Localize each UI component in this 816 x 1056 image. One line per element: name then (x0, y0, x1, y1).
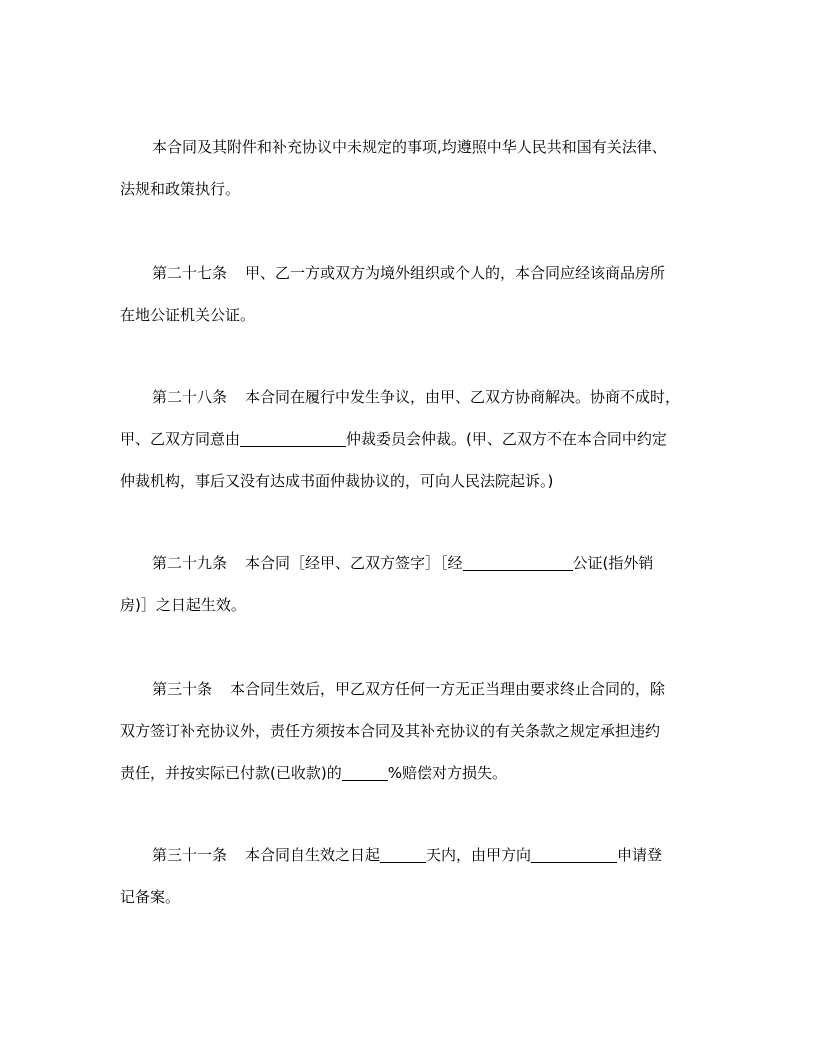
notary-office-blank[interactable] (463, 554, 573, 571)
article-number: 第二十八条 (152, 388, 228, 406)
line-text-after-blank: 公证(指外销 (572, 554, 654, 572)
days-blank[interactable] (380, 846, 426, 863)
paragraph-line: 双方签订补充协议外，责任方须按本合同及其补充协议的有关条款之规定承担违约 (120, 722, 661, 740)
article-30 (120, 668, 700, 794)
paragraph-line (120, 668, 700, 710)
paragraph-line: 本合同及其附件和补充协议中未规定的事项,均遵照中华人民共和国有关法律、 (152, 138, 667, 156)
article-29 (120, 542, 700, 626)
paragraph-line: 记备案。 (120, 888, 181, 906)
article-number: 第三十条 (152, 680, 213, 698)
registration-authority-blank[interactable] (531, 846, 617, 863)
line-text-after-blank: 申请登 (617, 846, 663, 864)
paragraph-line (120, 752, 700, 794)
line-text-before-blank: 本合同［经甲、乙双方签字］［经 (245, 554, 463, 572)
paragraph-line: 在地公证机关公证。 (120, 306, 256, 324)
article-27 (120, 252, 700, 336)
article-31 (120, 834, 700, 918)
arbitration-commission-blank[interactable] (240, 430, 346, 447)
paragraph-line: 法规和政策执行。 (120, 180, 241, 198)
paragraph-line (120, 252, 700, 294)
line-text-after-blank: %赔偿对方损失。 (387, 764, 507, 782)
article-text: 本合同在履行中发生争议，由甲、乙双方协商解决。协商不成时， (245, 388, 681, 406)
line-text-between-blanks: 天内，由甲方向 (426, 846, 532, 864)
article-text: 甲、乙一方或双方为境外组织或个人的，本合同应经该商品房所 (245, 264, 666, 282)
paragraph-line (120, 542, 700, 584)
paragraph-line: 房)］之日起生效。 (120, 596, 246, 614)
paragraph-line (120, 834, 700, 876)
article-number: 第二十九条 (152, 554, 228, 572)
line-text-before-blank: 责任，并按实际已付款(已收款)的 (120, 764, 342, 782)
line-text-before-blank: 甲、乙双方同意由 (120, 430, 241, 448)
article-text: 本合同生效后，甲乙双方任何一方无正当理由要求终止合同的，除 (230, 680, 666, 698)
line-text-before-blank: 本合同自生效之日起 (245, 846, 381, 864)
line-text-after-blank: 仲裁委员会仲裁。(甲、乙双方不在本合同中约定 (346, 430, 667, 448)
paragraph-line (120, 418, 700, 460)
article-28 (120, 376, 700, 502)
paragraph-line (120, 376, 700, 418)
article-number: 第三十一条 (152, 846, 228, 864)
article-number: 第二十七条 (152, 264, 228, 282)
paragraph-general-provisions (120, 126, 700, 210)
compensation-percent-blank[interactable] (342, 764, 388, 781)
paragraph-line: 仲裁机构，事后又没有达成书面仲裁协议的，可向人民法院起诉。) (120, 472, 554, 490)
